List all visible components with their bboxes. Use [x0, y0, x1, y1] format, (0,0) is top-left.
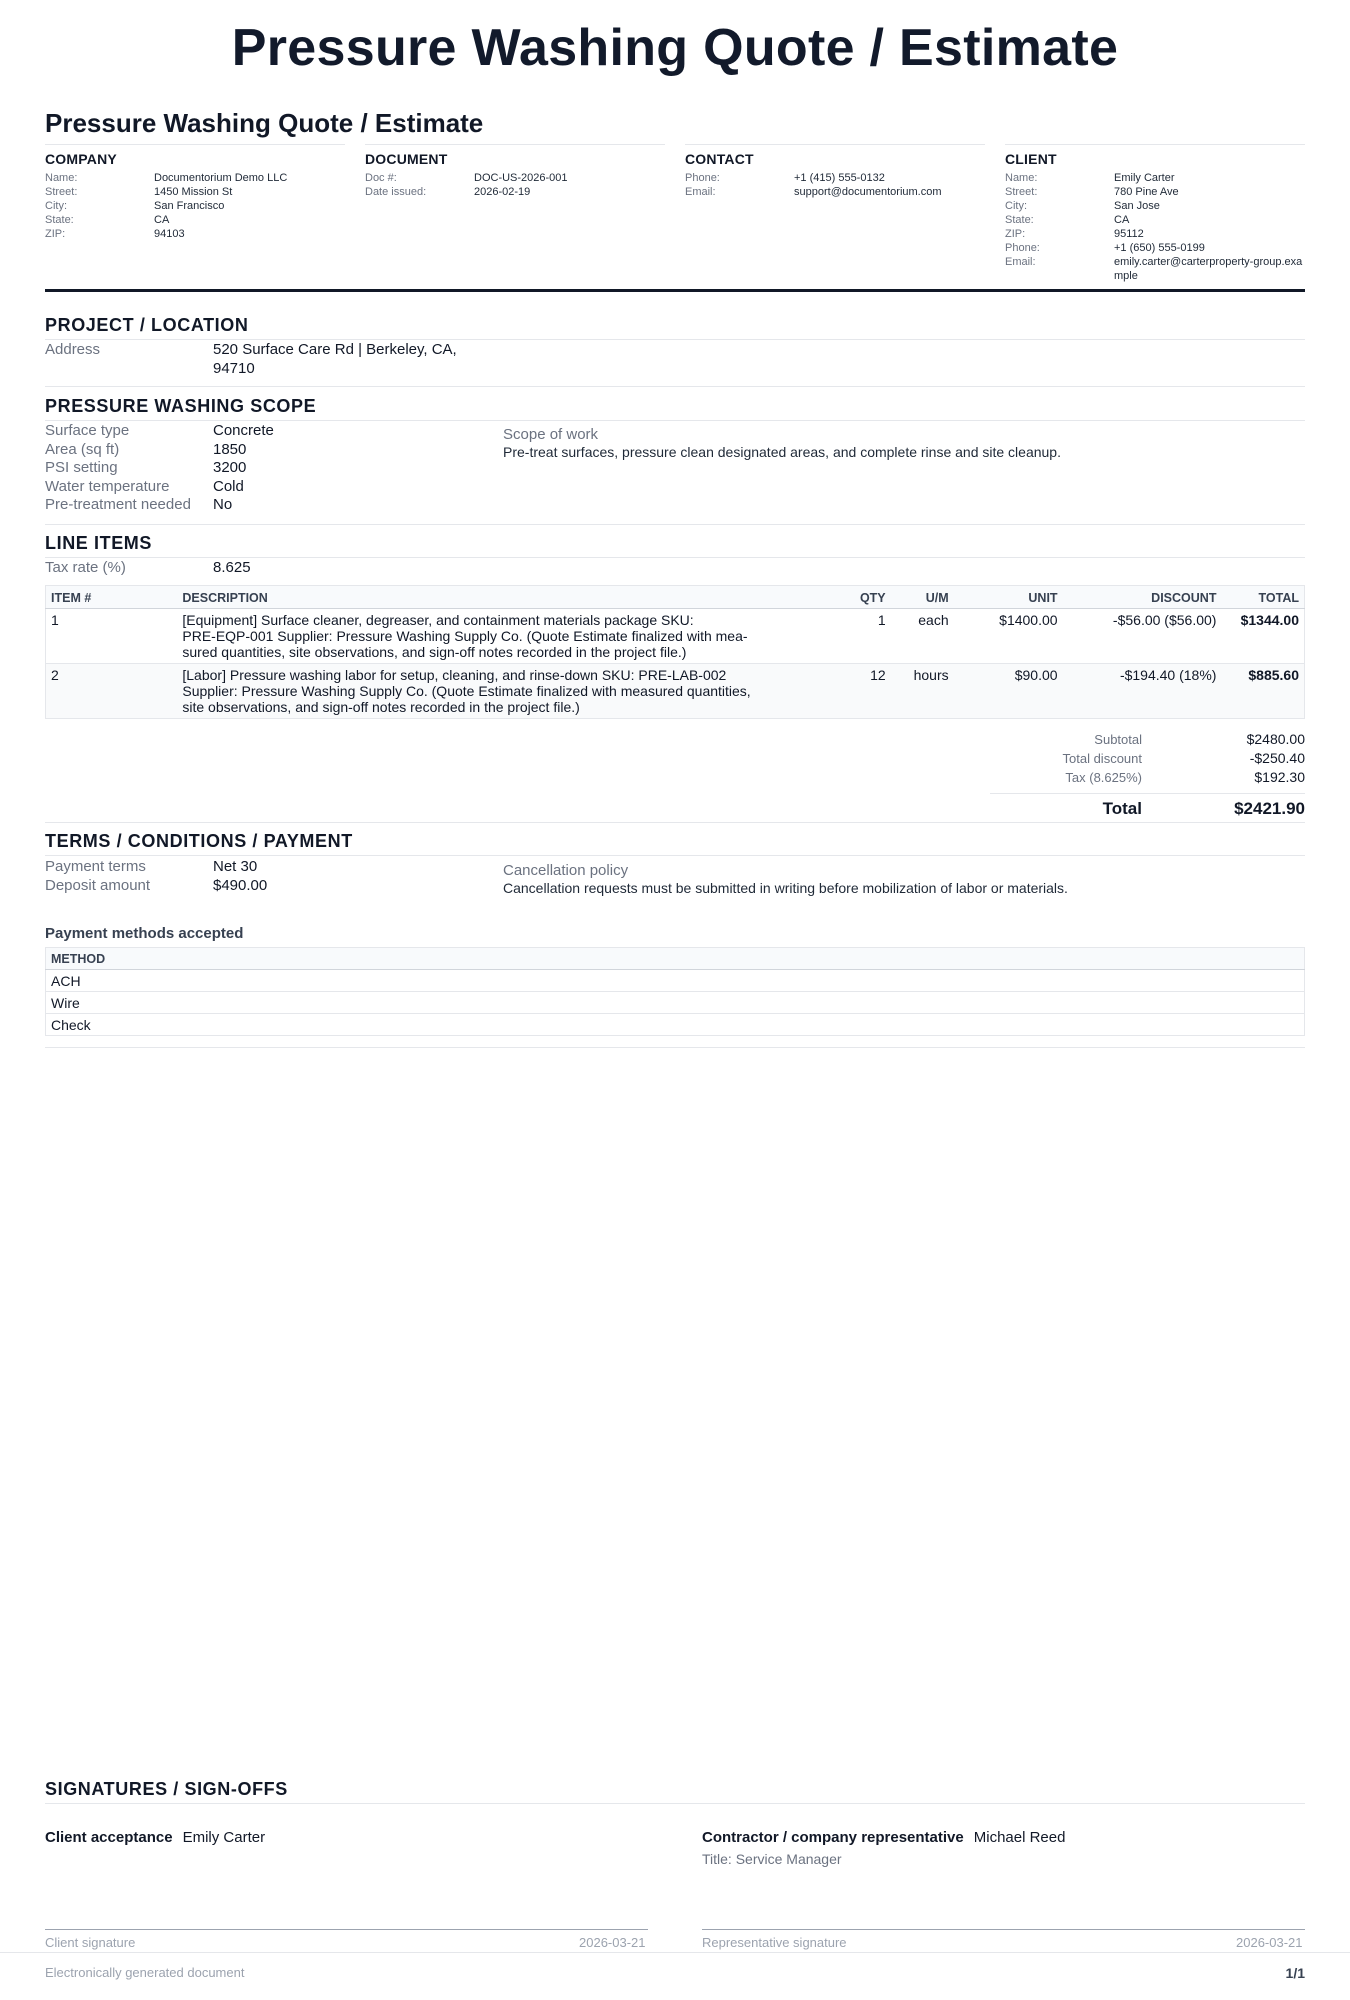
tax-row — [990, 768, 1305, 787]
info-key: Email: — [1005, 256, 1036, 268]
table-row — [46, 1014, 1305, 1036]
method-cell: ACH — [46, 970, 1305, 992]
page-title: Pressure Washing Quote / Estimate — [231, 19, 1119, 77]
representative-title: Title: Service Manager — [702, 1851, 842, 1867]
cell-discount: -$56.00 ($56.00) — [1063, 609, 1222, 664]
company-heading: COMPANY — [45, 151, 117, 167]
cancellation-label: Cancellation policy — [503, 862, 629, 879]
desc-line: [Equipment] Surface cleaner, degreaser, and containment materials package SKU: — [182, 612, 694, 628]
representative-signature-caption: Representative signature — [702, 1935, 847, 1950]
method-cell: Check — [46, 1014, 1305, 1036]
col-qty: QTY — [816, 586, 891, 609]
info-key: City: — [1005, 200, 1027, 212]
document-heading: DOCUMENT — [365, 151, 448, 167]
desc-line: site observations, and sign-off notes recorded in the project file.) — [182, 699, 580, 715]
info-key: State: — [1005, 214, 1034, 226]
scope-field — [45, 478, 244, 497]
representative-label: Contractor / company representative — [702, 1829, 964, 1846]
field-value: No — [213, 496, 233, 513]
info-key: Phone: — [1005, 242, 1040, 254]
payment-methods-title: Payment methods accepted — [45, 925, 244, 942]
discount-value: -$250.40 — [1249, 750, 1305, 766]
col-unit: UNIT — [954, 586, 1063, 609]
info-row — [1005, 171, 1305, 185]
info-value: +1 (650) 555-0199 — [1114, 242, 1205, 254]
subtotal-label: Subtotal — [1094, 732, 1142, 747]
table-row — [46, 664, 1305, 719]
representative-signature-date: 2026-03-21 — [1236, 1935, 1303, 1950]
scope-of-work-label: Scope of work — [503, 426, 599, 443]
address-label: Address — [45, 341, 101, 358]
field-label: PSI setting — [45, 459, 118, 476]
footer-note: Electronically generated document — [45, 1965, 245, 1980]
section-divider — [45, 386, 1305, 387]
section-divider — [45, 822, 1305, 823]
contact-heading: CONTACT — [685, 151, 754, 167]
info-value: San Francisco — [154, 200, 225, 212]
document-title: Pressure Washing Quote / Estimate — [45, 108, 484, 138]
table-row — [46, 609, 1305, 664]
cell-total: $885.60 — [1221, 664, 1304, 719]
total-label: Total — [1102, 799, 1142, 818]
address-field — [45, 341, 457, 378]
table-row — [46, 970, 1305, 992]
info-row — [1005, 227, 1305, 241]
scope-heading: PRESSURE WASHING SCOPE — [45, 396, 1305, 421]
info-row — [1005, 213, 1305, 227]
field-value: $490.00 — [213, 876, 268, 894]
page-number: 1/1 — [1285, 1965, 1305, 1981]
field-label: Area (sq ft) — [45, 440, 120, 458]
info-value: 95112 — [1114, 228, 1144, 240]
col-discount: DISCOUNT — [1063, 586, 1222, 609]
info-key: ZIP: — [1005, 228, 1026, 240]
discount-label: Total discount — [1062, 751, 1142, 766]
desc-line: [Labor] Pressure washing labor for setup, cleaning, and rinse-down SKU: PRE-LAB-002 — [182, 667, 727, 683]
table-row — [46, 992, 1305, 1014]
terms-field — [45, 877, 267, 896]
info-value: CA — [154, 214, 170, 226]
doc-number: DOC-US-2026-001 — [474, 172, 568, 184]
cell-unit: $1400.00 — [954, 609, 1063, 664]
cell-description — [177, 609, 815, 664]
info-key: Street: — [45, 186, 78, 198]
client-signature-line — [45, 1929, 648, 1930]
contact-block — [685, 144, 985, 283]
date-issued: 2026-02-19 — [474, 186, 531, 198]
info-key: Street: — [1005, 186, 1038, 198]
info-row — [45, 199, 345, 213]
info-value: CA — [1114, 214, 1130, 226]
client-acceptance — [45, 1829, 265, 1846]
header-info — [45, 144, 1305, 283]
field-value: 1850 — [213, 440, 247, 458]
section-divider — [45, 524, 1305, 525]
col-method: METHOD — [46, 948, 1305, 970]
info-row — [1005, 255, 1305, 283]
address-value — [213, 341, 457, 378]
field-label: Deposit amount — [45, 876, 151, 894]
field-label: Water temperature — [45, 477, 170, 495]
field-label: Payment terms — [45, 858, 146, 875]
address-line-2: 94710 — [213, 359, 255, 377]
client-signature-caption: Client signature — [45, 1935, 136, 1950]
info-key: Doc #: — [365, 172, 397, 184]
representative-acceptance — [702, 1829, 1065, 1846]
section-divider — [45, 1047, 1305, 1048]
info-row — [45, 227, 345, 241]
cell-discount: -$194.40 (18%) — [1063, 664, 1222, 719]
footer-divider — [0, 1952, 1350, 1953]
info-row — [45, 171, 345, 185]
field-label: Surface type — [45, 422, 130, 439]
client-email: emily.carter@carterproperty-group.example — [1114, 256, 1303, 282]
col-item: ITEM # — [46, 586, 178, 609]
line-items-heading: LINE ITEMS — [45, 533, 1305, 558]
cell-description — [177, 664, 815, 719]
scope-field — [45, 496, 232, 515]
tax-rate-field — [45, 559, 251, 578]
desc-line: sured quantities, site observations, and sign-off notes recorded in the project file.) — [182, 644, 687, 660]
contact-phone: +1 (415) 555-0132 — [794, 172, 885, 184]
desc-line: Supplier: Pressure Washing Supply Co. (Quote Estimate finalized with measured quantities, — [182, 683, 751, 699]
line-items-table — [45, 585, 1305, 719]
field-value: Cold — [213, 477, 244, 495]
info-value: San Jose — [1114, 200, 1160, 212]
total-value: $2421.90 — [1234, 799, 1305, 818]
scope-of-work-text: Pre-treat surfaces, pressure clean designated areas, and complete rinse and site cleanup. — [503, 444, 1061, 460]
discount-row — [990, 749, 1305, 768]
signatures-heading: SIGNATURES / SIGN-OFFS — [45, 1779, 1305, 1804]
tax-value: $192.30 — [1254, 769, 1305, 785]
cell-total: $1344.00 — [1221, 609, 1304, 664]
info-row — [45, 213, 345, 227]
representative-signature-line — [702, 1929, 1305, 1930]
cell-qty: 12 — [816, 664, 891, 719]
grand-total-row — [990, 793, 1305, 820]
subtotal-row — [990, 730, 1305, 749]
method-cell: Wire — [46, 992, 1305, 1014]
col-description: DESCRIPTION — [177, 586, 815, 609]
scope-field — [45, 422, 274, 441]
info-key: Date issued: — [365, 186, 427, 198]
field-value: Net 30 — [213, 858, 258, 875]
cell-item: 1 — [46, 609, 178, 664]
info-key: Email: — [685, 186, 716, 198]
company-block — [45, 144, 345, 283]
info-row — [1005, 241, 1305, 255]
info-row — [685, 171, 985, 185]
cell-unit: $90.00 — [954, 664, 1063, 719]
cell-um: hours — [891, 664, 954, 719]
info-value: Documentorium Demo LLC — [154, 172, 288, 184]
info-key: Phone: — [685, 172, 720, 184]
terms-field — [45, 858, 257, 877]
info-row — [45, 185, 345, 199]
info-row — [365, 171, 665, 185]
totals-block — [990, 730, 1305, 820]
info-row — [365, 185, 665, 199]
table-header-row — [46, 586, 1305, 609]
info-key: ZIP: — [45, 228, 66, 240]
info-row — [685, 185, 985, 199]
subtotal-value: $2480.00 — [1246, 731, 1305, 747]
tax-rate-label: Tax rate (%) — [45, 559, 126, 576]
info-key: Name: — [1005, 172, 1038, 184]
header-divider — [45, 289, 1305, 292]
scope-field — [45, 441, 246, 460]
info-key: Name: — [45, 172, 78, 184]
tax-rate-value: 8.625 — [213, 559, 251, 576]
cell-um: each — [891, 609, 954, 664]
tax-label: Tax (8.625%) — [1065, 770, 1142, 785]
info-key: State: — [45, 214, 74, 226]
info-row — [1005, 185, 1305, 199]
client-acceptance-label: Client acceptance — [45, 1829, 173, 1846]
cancellation-text: Cancellation requests must be submitted in writing before mobilization of labor or materials. — [503, 880, 1068, 896]
client-heading: CLIENT — [1005, 151, 1057, 167]
payment-methods-table — [45, 947, 1305, 1036]
terms-heading: TERMS / CONDITIONS / PAYMENT — [45, 831, 1305, 856]
representative-name: Michael Reed — [973, 1829, 1066, 1846]
client-signature-date: 2026-03-21 — [579, 1935, 646, 1950]
table-header-row — [46, 948, 1305, 970]
client-acceptance-name: Emily Carter — [182, 1829, 266, 1846]
scope-field — [45, 459, 246, 478]
document-block — [365, 144, 665, 283]
info-row — [1005, 199, 1305, 213]
desc-line: PRE-EQP-001 Supplier: Pressure Washing Supply Co. (Quote Estimate finalized with mea- — [182, 628, 748, 644]
info-value: 94103 — [154, 228, 185, 240]
cell-qty: 1 — [816, 609, 891, 664]
contact-email: support@documentorium.com — [794, 186, 942, 198]
col-total: TOTAL — [1221, 586, 1304, 609]
field-value: 3200 — [213, 459, 247, 476]
field-value: Concrete — [213, 422, 274, 439]
info-value: Emily Carter — [1114, 172, 1175, 184]
field-label: Pre-treatment needed — [45, 496, 191, 513]
project-heading: PROJECT / LOCATION — [45, 315, 1305, 340]
address-line-1: 520 Surface Care Rd | Berkeley, CA, — [213, 341, 457, 358]
col-um: U/M — [891, 586, 954, 609]
client-block — [1005, 144, 1305, 283]
info-value: 1450 Mission St — [154, 186, 233, 198]
info-key: City: — [45, 200, 67, 212]
cell-item: 2 — [46, 664, 178, 719]
info-value: 780 Pine Ave — [1114, 186, 1179, 198]
